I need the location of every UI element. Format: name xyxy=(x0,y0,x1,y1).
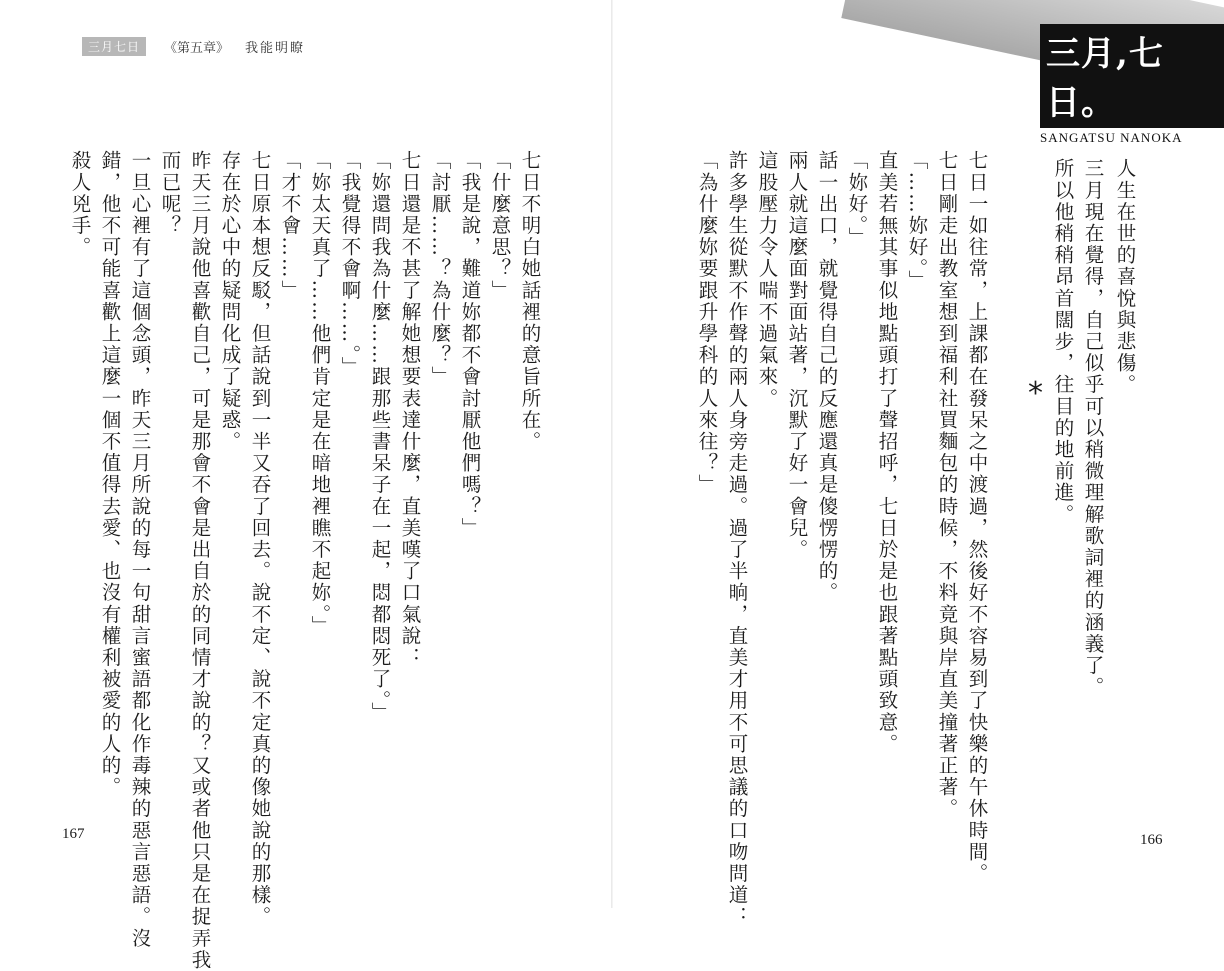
text-line: 七日剛走出教室想到福利社買麵包的時候，不料竟與岸直美撞著正著。 xyxy=(935,150,959,820)
text-line: 「妳好。」 xyxy=(845,150,869,249)
text-line: 「妳太天真了……他們肯定是在暗地裡瞧不起妳。」 xyxy=(308,150,332,638)
text-line: 殺人兇手。 xyxy=(68,150,92,258)
text-line: 話一出口，就覺得自己的反應還真是傻愣愣的。 xyxy=(815,150,839,604)
text-line: 直美若無其事似地點頭打了聲招呼，七日於是也跟著點頭致意。 xyxy=(875,150,899,755)
text-line: 這股壓力令人喘不過氣來。 xyxy=(755,150,779,410)
series-badge: 三月七日 xyxy=(82,37,146,56)
text-line: 存在於心中的疑問化成了疑惑。 xyxy=(218,150,242,453)
text-line: 「討厭……？為什麼？」 xyxy=(428,150,452,388)
text-line: 七日還是不甚了解她想要表達什麼，直美嘆了口氣說： xyxy=(398,150,422,669)
chapter-label: 《第五章》 xyxy=(164,40,230,56)
logo-subtitle: SANGATSU NANOKA xyxy=(1040,130,1183,145)
text-line: 「什麼意思？」 xyxy=(488,150,512,302)
page-number-right: 166 xyxy=(1140,832,1163,848)
text-line: 「妳還問我為什麼……跟那些書呆子在一起，悶都悶死了。」 xyxy=(368,150,392,724)
text-line: 昨天三月說他喜歡自己，可是那會不會是出自於的同情才說的？又或者他只是在捉弄我 xyxy=(188,150,212,971)
chapter-title: 我能明瞭 xyxy=(245,40,306,56)
text-line: 而已呢？ xyxy=(158,150,182,237)
text-line: 「……妳好。」 xyxy=(905,150,929,292)
text-line: 七日一如往常，上課都在發呆之中渡過，然後好不容易到了快樂的午休時間。 xyxy=(965,150,989,885)
text-line: 一旦心裡有了這個念頭，昨天三月所說的每一句甜言蜜語都化作毒辣的惡言惡語。沒 xyxy=(128,150,152,950)
text-line: 人生在世的喜悅與悲傷。 xyxy=(1113,158,1137,396)
series-logo xyxy=(1040,24,1224,146)
text-line: 「我覺得不會啊……。」 xyxy=(338,150,362,378)
page-gutter xyxy=(611,0,613,908)
section-break: * xyxy=(1028,376,1043,411)
text-line: 三月現在覺得，自己似乎可以稍微理解歌詞裡的涵義了。 xyxy=(1081,158,1105,698)
text-line: 兩人就這麼面對面站著，沉默了好一會兒。 xyxy=(785,150,809,561)
text-line: 「我是說，難道妳都不會討厭他們嗎？」 xyxy=(458,150,482,539)
text-line: 許多學生從默不作聲的兩人身旁走過。過了半晌，直美才用不可思議的口吻問道： xyxy=(725,150,749,928)
text-line: 「才不會……」 xyxy=(278,150,302,302)
text-line: 七日原本想反駁，但話說到一半又吞了回去。說不定、說不定真的像她說的那樣。 xyxy=(248,150,272,928)
logo-title: 三月,七日。 xyxy=(1040,24,1224,128)
text-line: 所以他稍稍昂首闊步，往目的地前進。 xyxy=(1051,158,1075,526)
text-line: 「為什麼妳要跟升學科的人來往？」 xyxy=(695,150,719,496)
text-line: 錯，他不可能喜歡上這麼一個不值得去愛、也沒有權利被愛的人的。 xyxy=(98,150,122,798)
text-line: 七日不明白她話裡的意旨所在。 xyxy=(518,150,542,453)
page-number-left: 167 xyxy=(62,826,85,842)
running-header xyxy=(82,36,305,56)
